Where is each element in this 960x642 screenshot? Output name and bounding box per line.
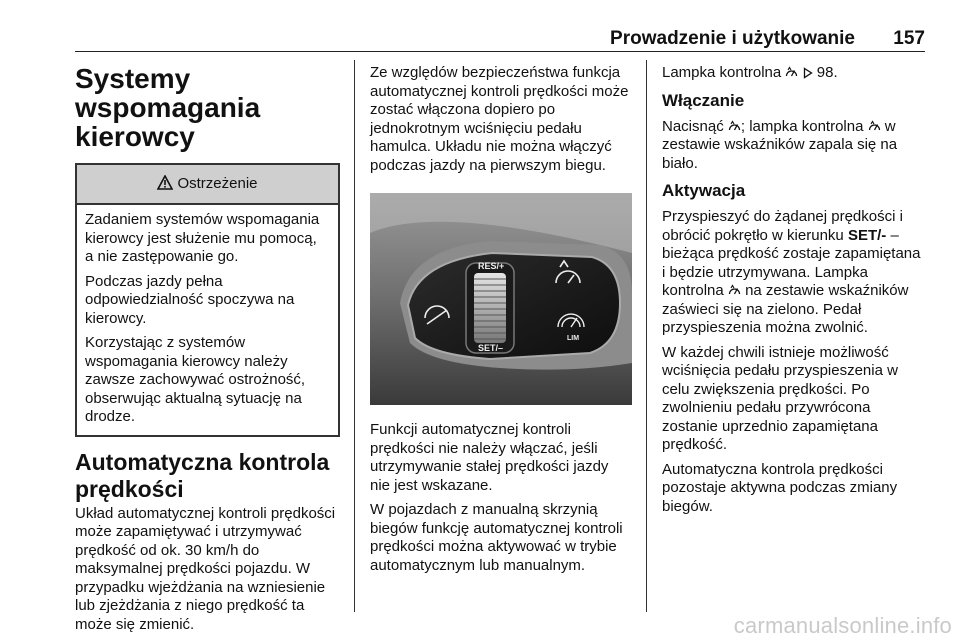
heading-switching-on: Włączanie — [662, 90, 745, 110]
header-rule — [75, 51, 925, 52]
warning-label: Ostrzeżenie — [177, 174, 258, 192]
warning-triangle-icon — [157, 175, 173, 194]
chapter-title: Systemy wspomagania kierowcy — [75, 63, 261, 152]
column-divider-1 — [354, 60, 355, 612]
column-3 — [662, 64, 927, 522]
indicator-prefix: Lampka kontrolna — [662, 64, 782, 81]
page-ref-arrow-icon — [803, 64, 813, 81]
cruise-control-icon — [785, 64, 798, 81]
cruise-control-intro: Układ automatycznej kontroli prędkości może zapamiętywać i utrzymywać prędkość od ok. 30 km/h do maksymalnej prędkości pojazdu. W przypadku wjeżdżania na wzniesienie lub zjeżdżania z niego prędkość ta może się zmienić. — [75, 504, 336, 633]
switch-on-text-1: Nacisnąć — [662, 117, 724, 135]
activation-paragraph — [662, 208, 927, 338]
page-number: 157 — [893, 28, 925, 49]
section-title-cruise-control: Automatyczna kontrola prędkości — [75, 448, 330, 502]
warning-body — [77, 205, 338, 435]
watermark: carmanualsonline.info — [733, 613, 952, 638]
cruise-control-icon — [728, 118, 741, 135]
manual-gearbox-paragraph: W pojazdach z manualną skrzynią biegów funkcję automatycznej kontroli prędkości można aktywować w trybie automatycznym lub manualnym. — [370, 501, 623, 574]
photo-lim-label: LIM — [567, 335, 580, 342]
column-2 — [370, 64, 632, 581]
steering-wheel-controls-photo — [370, 193, 632, 405]
switch-on-text-3: w zestawie wskaźników zapala się na biało. — [662, 117, 898, 172]
warning-header — [77, 165, 338, 205]
safety-paragraph: Ze względów bezpieczeństwa funkcja automatycznej kontroli prędkości może zostać włączona dopiero po jednokrotnym wciśnięciu pedału hamulca. Układu nie można włączyć podczas jazdy na pierwszym biegu. — [370, 64, 629, 174]
set-minus-label: SET/- — [847, 226, 887, 244]
column-divider-2 — [646, 60, 647, 612]
activation-text-1: Przyspieszyć do żądanej prędkości i obrócić pokrętło w kierunku — [662, 208, 903, 244]
page-header — [75, 28, 925, 52]
gear-change-paragraph: Automatyczna kontrola prędkości pozostaje aktywna podczas zmiany biegów. — [662, 460, 898, 515]
activation-text-2: – bieżąca prędkość zostaje zapamiętana i będzie utrzymywana. Lampka kontrolna — [662, 226, 921, 299]
switch-on-text-2: ; lampka kontrolna — [740, 117, 864, 135]
header-title: Prowadzenie i użytkowanie — [610, 28, 855, 49]
accelerate-anytime-paragraph: W każdej chwili istnieje możliwość wciśnięcia pedału przyspieszenia w celu zwiększenia prędkości. Po zwolnieniu pedału przywrócona zostanie uprzednio zapamiętana prędkość. — [662, 343, 898, 453]
warning-text-1: Zadaniem systemów wspomagania kierowcy jest służenie mu pomocą, a nie zastępowanie go. — [85, 211, 320, 265]
warning-text-2: Podczas jazdy pełna odpowiedzialność spoczywa na kierowcy. — [85, 272, 295, 327]
cruise-not-advised-paragraph: Funkcji automatycznej kontroli prędkości nie należy włączać, jeśli utrzymywanie stałej prędkości jazdy nie jest wskazane. — [370, 421, 609, 494]
switching-on-paragraph — [662, 118, 927, 174]
activation-text-3: na zestawie wskaźników zaświeci się na zielono. Pedał przyspieszenia można zwolnić. — [662, 282, 909, 336]
column-1 — [75, 64, 340, 640]
photo-set-label: SET/– — [478, 343, 504, 353]
indicator-reference — [662, 64, 927, 83]
indicator-page-ref: 98. — [816, 64, 838, 81]
cruise-control-icon — [868, 118, 881, 135]
warning-text-3: Korzystając z systemów wspomagania kierowcy należy zawsze zachowywać ostrożność, obserwując aktualną sytuację na drodze. — [85, 334, 306, 425]
heading-activation: Aktywacja — [662, 181, 746, 200]
cruise-control-icon — [728, 282, 741, 299]
photo-res-label: RES/+ — [478, 261, 505, 271]
warning-box — [75, 163, 340, 437]
